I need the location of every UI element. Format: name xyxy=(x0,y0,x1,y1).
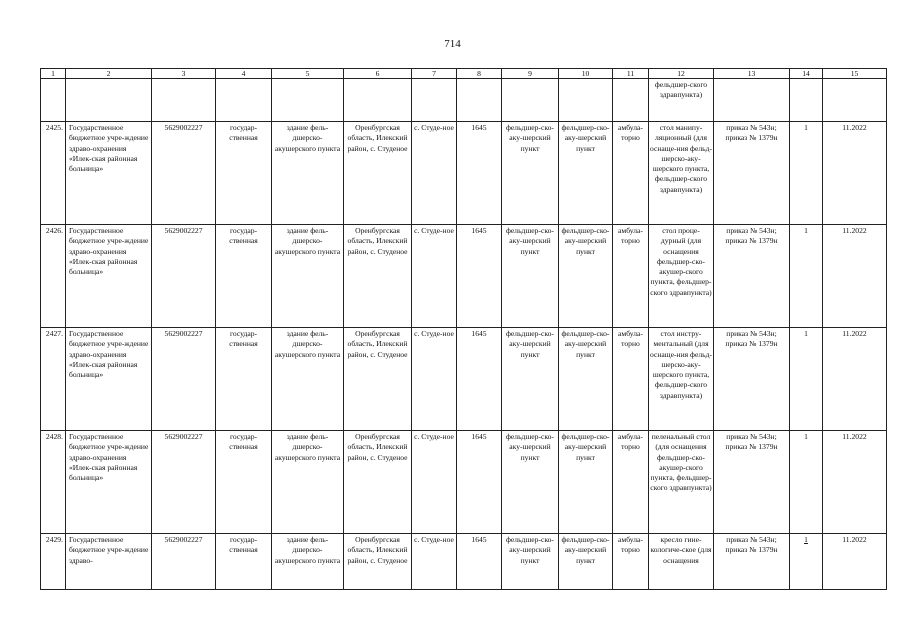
settlement-cell: с. Студе-ное xyxy=(412,534,457,590)
equipment-cell: фельдшер-ского здравпункта) xyxy=(649,79,714,122)
inn-cell: 5629002227 xyxy=(152,431,216,534)
unit-cell: фельдшер-ско-аку-шерский пункт xyxy=(502,431,559,534)
equipment-cell: стол манипу-ляционный (для оснаще-ния фельд-шерско-аку-шерского пункта, фельдшер-ского здравпункта) xyxy=(649,122,714,225)
table-cell xyxy=(613,79,649,122)
equipment-cell: пеленальный стол (для оснащения фельдшер-ско-акушер-ского пункта, фельдшер-ского здравпункта) xyxy=(649,431,714,534)
table-cell xyxy=(344,79,412,122)
header-row xyxy=(41,69,887,79)
table-cell xyxy=(216,79,272,122)
equipment-cell: стол проце-дурный (для оснащения фельдшер-ско-акушер-ского пункта, фельдшер-ского здравпункта) xyxy=(649,225,714,328)
table-row xyxy=(41,328,887,431)
inn-cell: 5629002227 xyxy=(152,328,216,431)
table-row xyxy=(41,534,887,590)
address-cell: Оренбургская область, Илекский район, с. Студеное xyxy=(344,225,412,328)
address-cell: Оренбургская область, Илекский район, с. Студеное xyxy=(344,122,412,225)
header-cell: 2 xyxy=(66,69,152,79)
header-cell: 6 xyxy=(344,69,412,79)
address-cell: Оренбургская область, Илекский район, с. Студеное xyxy=(344,534,412,590)
header-cell: 3 xyxy=(152,69,216,79)
row-number: 2427. xyxy=(41,328,66,431)
code-cell: 1645 xyxy=(457,431,502,534)
header-cell: 4 xyxy=(216,69,272,79)
table-row xyxy=(41,225,887,328)
unit-cell: фельдшер-ско-аку-шерский пункт xyxy=(502,225,559,328)
quantity-cell: 1 xyxy=(790,122,823,225)
code-cell: 1645 xyxy=(457,534,502,590)
order-cell: приказ № 543н; приказ № 1379н xyxy=(714,225,790,328)
header-cell: 14 xyxy=(790,69,823,79)
header-cell: 7 xyxy=(412,69,457,79)
building-cell: здание фель-дшерско-акушерского пункта xyxy=(272,431,344,534)
settlement-cell: с. Студе-ное xyxy=(412,328,457,431)
table-cell xyxy=(823,79,887,122)
header-cell: 13 xyxy=(714,69,790,79)
order-cell: приказ № 543н; приказ № 1379н xyxy=(714,534,790,590)
table-cell xyxy=(41,79,66,122)
organization-cell: Государственное бюджетное учре-ждение здраво- xyxy=(66,534,152,590)
quantity-cell: 1 xyxy=(790,225,823,328)
header-cell: 10 xyxy=(559,69,613,79)
settlement-cell: с. Студе-ное xyxy=(412,431,457,534)
header-cell: 9 xyxy=(502,69,559,79)
inn-cell: 5629002227 xyxy=(152,225,216,328)
header-cell: 12 xyxy=(649,69,714,79)
code-cell: 1645 xyxy=(457,328,502,431)
table-cell xyxy=(66,79,152,122)
continuation-row xyxy=(41,79,887,122)
address-cell: Оренбургская область, Илекский район, с. Студеное xyxy=(344,431,412,534)
care-cell: амбула-торно xyxy=(613,225,649,328)
table-cell xyxy=(502,79,559,122)
table-cell xyxy=(457,79,502,122)
table-cell xyxy=(412,79,457,122)
table-row xyxy=(41,122,887,225)
settlement-cell: с. Студе-ное xyxy=(412,122,457,225)
organization-cell: Государственное бюджетное учре-ждение здраво-охранения «Илек-ская районная больница» xyxy=(66,328,152,431)
quantity-cell: 1 xyxy=(790,328,823,431)
header-cell: 11 xyxy=(613,69,649,79)
header-cell: 5 xyxy=(272,69,344,79)
organization-cell: Государственное бюджетное учре-ждение здраво-охранения «Илек-ская районная больница» xyxy=(66,431,152,534)
code-cell: 1645 xyxy=(457,225,502,328)
row-number: 2428. xyxy=(41,431,66,534)
order-cell: приказ № 543н; приказ № 1379н xyxy=(714,328,790,431)
date-cell: 11.2022 xyxy=(823,225,887,328)
table-cell xyxy=(790,79,823,122)
date-cell: 11.2022 xyxy=(823,328,887,431)
row-number: 2425. xyxy=(41,122,66,225)
care-cell: амбула-торно xyxy=(613,534,649,590)
header-cell: 1 xyxy=(41,69,66,79)
building-cell: здание фель-дшерско-акушерского пункта xyxy=(272,534,344,590)
ownership-cell: государ-ственная xyxy=(216,225,272,328)
care-cell: амбула-торно xyxy=(613,328,649,431)
ownership-cell: государ-ственная xyxy=(216,328,272,431)
address-cell: Оренбургская область, Илекский район, с. Студеное xyxy=(344,328,412,431)
row-number: 2426. xyxy=(41,225,66,328)
building-cell: здание фель-дшерско-акушерского пункта xyxy=(272,328,344,431)
unit-cell: фельдшер-ско-аку-шерский пункт xyxy=(502,534,559,590)
row-number: 2429. xyxy=(41,534,66,590)
inn-cell: 5629002227 xyxy=(152,534,216,590)
building-cell: здание фель-дшерско-акушерского пункта xyxy=(272,122,344,225)
ownership-cell: государ-ственная xyxy=(216,534,272,590)
date-cell: 11.2022 xyxy=(823,534,887,590)
date-cell: 11.2022 xyxy=(823,431,887,534)
care-cell: амбула-торно xyxy=(613,122,649,225)
equipment-cell: кресло гине-кологиче-ское (для оснащения xyxy=(649,534,714,590)
unit-cell: фельдшер-ско-аку-шерский пункт xyxy=(559,431,613,534)
organization-cell: Государственное бюджетное учре-ждение здраво-охранения «Илек-ская районная больница» xyxy=(66,225,152,328)
unit-cell: фельдшер-ско-аку-шерский пункт xyxy=(559,225,613,328)
unit-cell: фельдшер-ско-аку-шерский пункт xyxy=(502,122,559,225)
table-cell xyxy=(714,79,790,122)
unit-cell: фельдшер-ско-аку-шерский пункт xyxy=(559,328,613,431)
header-cell: 15 xyxy=(823,69,887,79)
order-cell: приказ № 543н; приказ № 1379н xyxy=(714,122,790,225)
inn-cell: 5629002227 xyxy=(152,122,216,225)
unit-cell: фельдшер-ско-аку-шерский пункт xyxy=(559,122,613,225)
table-cell xyxy=(272,79,344,122)
header-cell: 8 xyxy=(457,69,502,79)
table-row xyxy=(41,431,887,534)
care-cell: амбула-торно xyxy=(613,431,649,534)
ownership-cell: государ-ственная xyxy=(216,431,272,534)
page-number: 714 xyxy=(444,38,461,50)
building-cell: здание фель-дшерско-акушерского пункта xyxy=(272,225,344,328)
organization-cell: Государственное бюджетное учре-ждение здраво-охранения «Илек-ская районная больница» xyxy=(66,122,152,225)
quantity-cell: 1 xyxy=(790,431,823,534)
date-cell: 11.2022 xyxy=(823,122,887,225)
ownership-cell: государ-ственная xyxy=(216,122,272,225)
code-cell: 1645 xyxy=(457,122,502,225)
order-cell: приказ № 543н; приказ № 1379н xyxy=(714,431,790,534)
quantity-cell: 1 xyxy=(790,534,823,590)
settlement-cell: с. Студе-ное xyxy=(412,225,457,328)
equipment-table xyxy=(40,68,887,590)
unit-cell: фельдшер-ско-аку-шерский пункт xyxy=(502,328,559,431)
table-cell xyxy=(152,79,216,122)
equipment-cell: стол инстру-ментальный (для оснаще-ния фельд-шерско-аку-шерского пункта, фельдшер-ского здравпункта) xyxy=(649,328,714,431)
unit-cell: фельдшер-ско-аку-шерский пункт xyxy=(559,534,613,590)
table-cell xyxy=(559,79,613,122)
